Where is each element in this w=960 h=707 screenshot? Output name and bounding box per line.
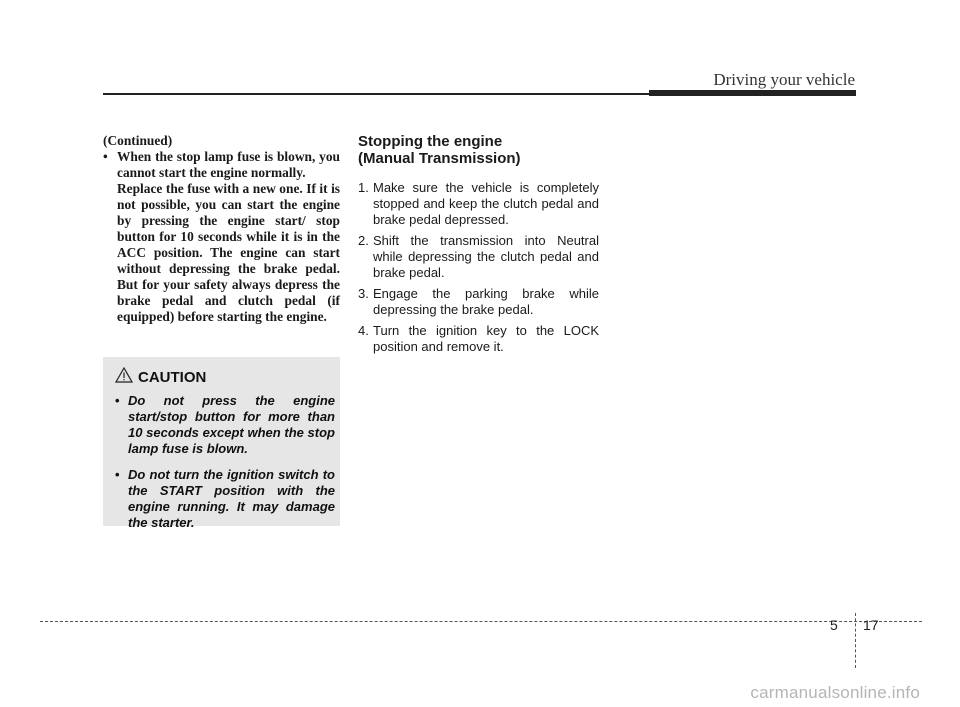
step-number: 3.	[358, 286, 369, 301]
bullet: •	[103, 149, 108, 164]
watermark: carmanualsonline.info	[750, 683, 920, 702]
step-number: 2.	[358, 233, 369, 248]
page-header-title: Driving your vehicle	[713, 70, 855, 89]
right-column	[358, 133, 599, 355]
caution-box	[103, 357, 340, 530]
step-text: Shift the transmission into Neutral while depressing the clutch pedal and brake pedal.	[373, 233, 599, 280]
left-column	[103, 133, 340, 325]
caution-item	[115, 393, 335, 457]
caution-list	[115, 393, 335, 531]
step-number: 1.	[358, 180, 369, 195]
warning-triangle-icon	[115, 367, 133, 388]
section-number: 5	[830, 617, 838, 633]
step-item	[358, 180, 599, 228]
list-item	[103, 149, 340, 325]
bullet: •	[115, 467, 120, 482]
caution-item-text: Do not press the engine start/stop button for more than 10 seconds except when the stop lamp fuse is blown.	[128, 393, 335, 456]
step-item	[358, 286, 599, 318]
steps-list	[358, 180, 599, 355]
step-text: Engage the parking brake while depressing the brake pedal.	[373, 286, 599, 317]
step-number: 4.	[358, 323, 369, 338]
section-title	[358, 133, 599, 167]
bullet-lead-text: When the stop lamp fuse is blown, you cannot start the engine normally.	[117, 149, 340, 180]
footer-rule	[40, 621, 922, 622]
bullet-body-text: Replace the fuse with a new one. If it is not possible, you can start the engine by pressing the engine start/ stop button for 10 seconds while it is in the ACC position. The engine can start without depressing the brake pedal. But for your safety always depress the brake pedal and clutch pedal (if equipped) before starting the engine.	[117, 181, 340, 324]
page-number: 17	[863, 617, 879, 633]
section-title-line2: (Manual Transmission)	[358, 150, 521, 167]
continued-label: (Continued)	[103, 133, 173, 148]
caution-header	[115, 367, 206, 388]
step-item	[358, 323, 599, 355]
caution-item-text: Do not turn the ignition switch to the START position with the engine running. It may damage the starter.	[128, 467, 335, 530]
page-number-divider	[855, 613, 856, 668]
caution-item	[115, 467, 335, 531]
header-rule-accent	[649, 90, 856, 96]
bullet: •	[115, 393, 120, 408]
caution-label: CAUTION	[138, 369, 207, 386]
step-text: Turn the ignition key to the LOCK position and remove it.	[373, 323, 599, 354]
step-text: Make sure the vehicle is completely stopped and keep the clutch pedal and brake pedal depressed.	[373, 180, 599, 227]
header-rule	[103, 93, 649, 95]
section-title-line1: Stopping the engine	[358, 133, 503, 150]
step-item	[358, 233, 599, 281]
